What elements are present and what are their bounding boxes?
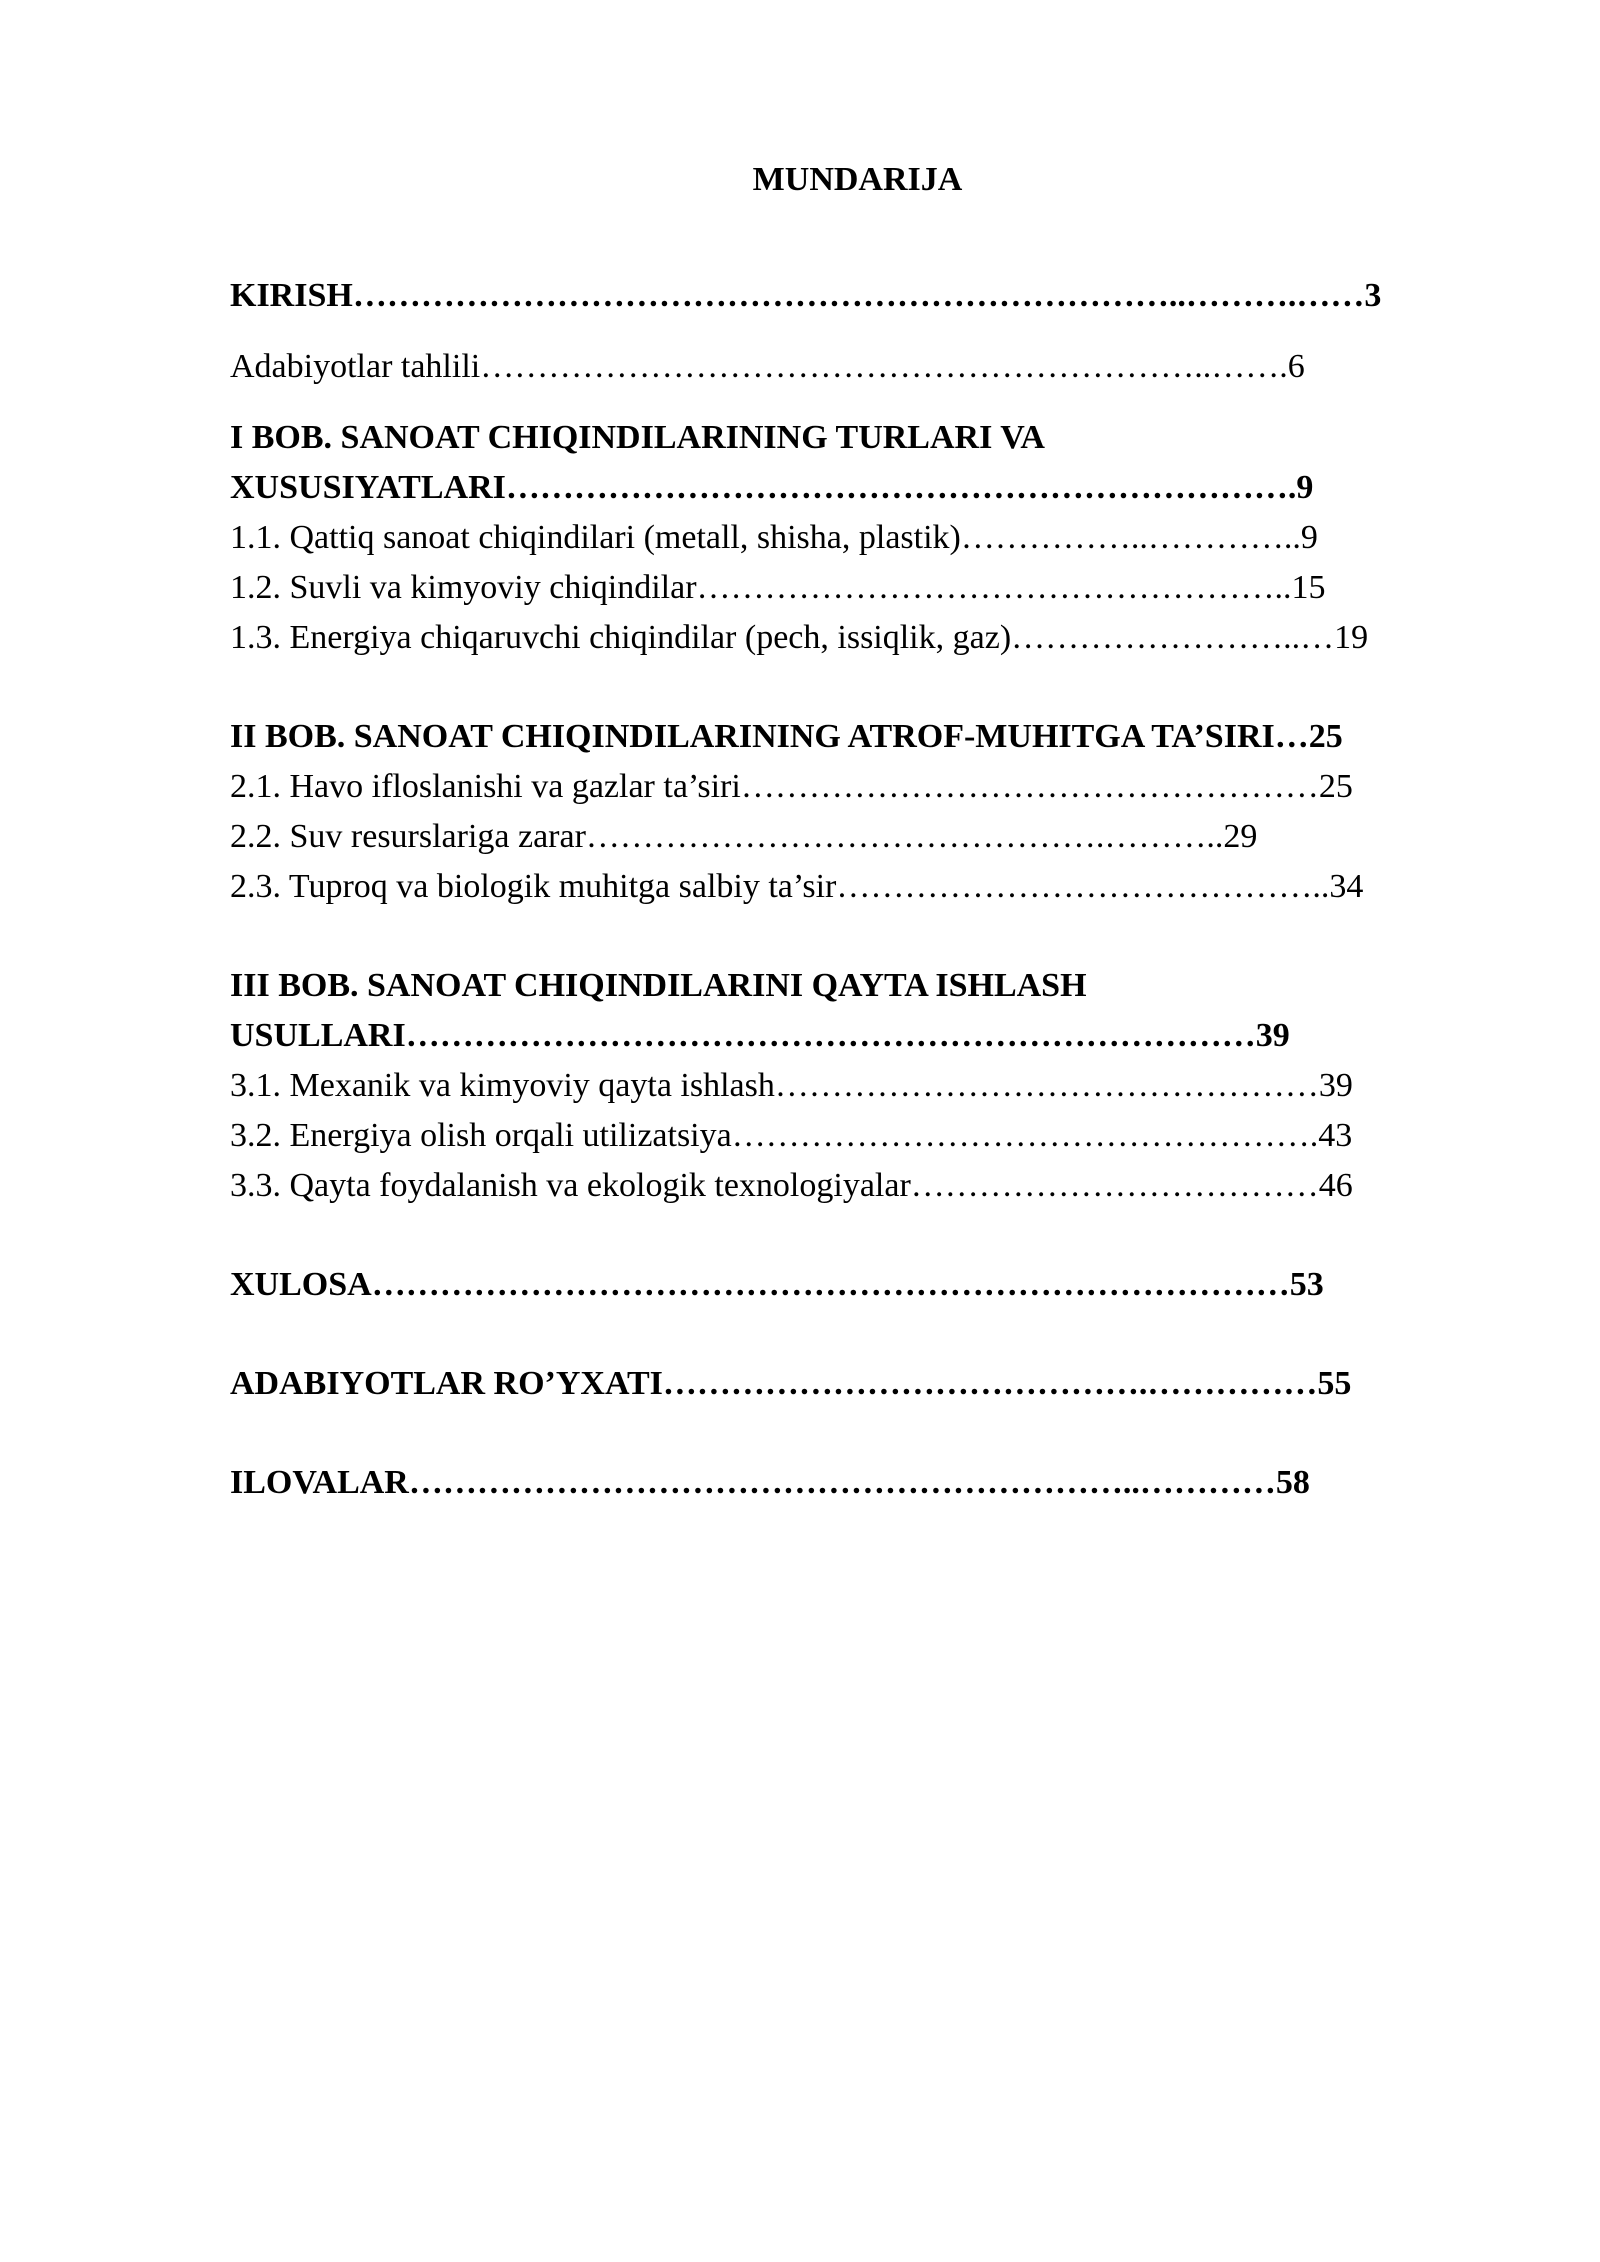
toc-entry-kirish: KIRISH………………………………………………………………..……….……3 (230, 277, 1382, 314)
toc-chapter-1-title: I BOB. SANOAT CHIQINDILARINING TURLARI VA (230, 419, 1045, 456)
toc-chapter-3-title-cont: USULLARI…………………………………………………………………39 (230, 1017, 1290, 1054)
toc-entry-adabiyotlar-tahlili: Adabiyotlar tahlili………………………………………………………..…….6 (230, 348, 1305, 385)
toc-entry-ilovalar: ILOVALAR………………………………………………………..…………58 (230, 1464, 1310, 1501)
toc-section-2-1: 2.1. Havo ifloslanishi va gazlar ta’siri……………………………………………25 (230, 768, 1353, 805)
toc-chapter-3-title: III BOB. SANOAT CHIQINDILARINI QAYTA ISHLASH (230, 967, 1087, 1004)
toc-section-3-3: 3.3. Qayta foydalanish va ekologik texnologiyalar………………………………46 (230, 1167, 1353, 1204)
toc-entry-xulosa: XULOSA………………………………………………………………………53 (230, 1266, 1324, 1303)
toc-chapter-1-title-cont: XUSUSIYATLARI…………………………………………………………….9 (230, 469, 1314, 506)
toc-chapter-2-title: II BOB. SANOAT CHIQINDILARINING ATROF-MUHITGA TA’SIRI…25 (230, 718, 1343, 755)
page-title: MUNDARIJA (752, 161, 963, 198)
toc-section-3-2: 3.2. Energiya olish orqali utilizatsiya…………………………………………….43 (230, 1117, 1353, 1154)
toc-section-1-3: 1.3. Energiya chiqaruvchi chiqindilar (pech, issiqlik, gaz)……………………..…19 (230, 619, 1369, 656)
toc-entry-adabiyotlar-royxati: ADABIYOTLAR RO’YXATI…………………………………….……………55 (230, 1365, 1352, 1402)
toc-section-2-3: 2.3. Tuproq va biologik muhitga salbiy ta’sir……………………………………..34 (230, 868, 1364, 905)
toc-section-3-1: 3.1. Mexanik va kimyoviy qayta ishlash…………………………………………39 (230, 1067, 1353, 1104)
toc-section-1-1: 1.1. Qattiq sanoat chiqindilari (metall, shisha, plastik)……………..…………..9 (230, 519, 1318, 556)
toc-section-1-2: 1.2. Suvli va kimyoviy chiqindilar……………………………………………..15 (230, 569, 1326, 606)
toc-section-2-2: 2.2. Suv resurslariga zarar……………………………………….………..29 (230, 818, 1258, 855)
